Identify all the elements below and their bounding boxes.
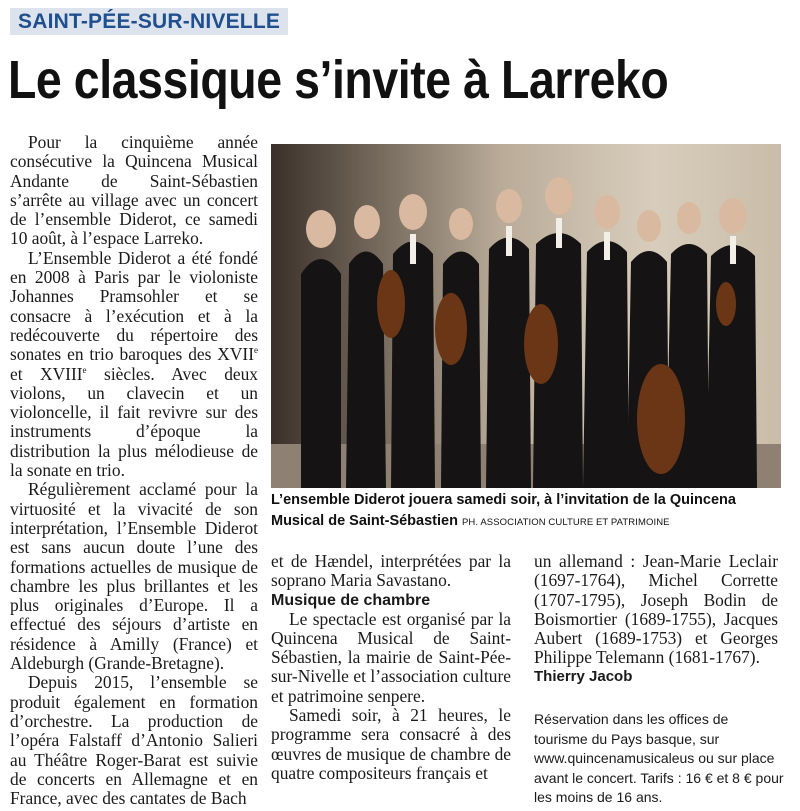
column-3: [534, 552, 778, 686]
photo-credit: PH. ASSOCIATION CULTURE ET PATRIMOINE: [461, 517, 670, 528]
paragraph-text: L’Ensemble Diderot a été fondé en 2008 à Paris par le violoniste Johannes Pramsohler et se consacre à l’exécution et à la redécouverte du répertoire des sonates en trio baroques des XVII: [10, 247, 258, 365]
column-1: [10, 133, 258, 808]
paragraph: Samedi soir, à 21 heures, le programme sera consacré à des œuvres de musique de chambre de quatre compositeurs français et: [271, 705, 512, 783]
superscript: e: [254, 345, 258, 356]
paragraph-text: et XVIII: [10, 363, 83, 384]
paragraph-text: siècles. Avec deux violons, un clavecin et un violoncelle, il fait revivre sur des instruments d’époque la distribution la plus mélodieuse de la sonate en trio.: [10, 363, 258, 481]
paragraph: [10, 249, 258, 481]
section-kicker: SAINT-PÉE-SUR-NIVELLE: [10, 8, 288, 35]
paragraph: Le spectacle est organisé par la Quincena Musical de Saint-Sébastien, la mairie de Saint-Pée-sur-Nivelle et l’association culture et patrimoine senpere.: [271, 608, 511, 706]
paragraph: Depuis 2015, l’ensemble se produit également en formation d’orchestre. La production de l’opéra Falstaff d’Antonio Salieri au Théâtre Roger-Barat est suivie de concerts en Allemagne et en France, avec des cantates de Bach: [10, 672, 258, 809]
paragraph: Pour la cinquième année consécutive la Quincena Musical Andante de Saint-Sébastien s’arrête au village avec un concert de l’ensemble Diderot, ce samedi 10 août, à l’espace Larreko.: [10, 132, 258, 249]
paragraph: Régulièrement acclamé pour la virtuosité et la vivacité de son interprétation, l’Ensemble Diderot est sans aucun doute l’une des formations actuelles de musique de chambre les plus brillantes et les plus originales d’Europe. Il a effectué des séjours d’artiste en résidence à Amilly (France) et Aldeburgh (Grande-Bretagne).: [10, 479, 258, 674]
author-signature: Thierry Jacob: [534, 667, 633, 685]
ensemble-photo: [271, 144, 781, 488]
column-2: [271, 552, 511, 783]
headline: Le classique s’invite à Larreko: [8, 50, 669, 110]
superscript: e: [82, 364, 87, 375]
paragraph: un allemand : Jean-Marie Leclair (1697-1764), Michel Corrette (1707-1795), Joseph Bodin de Boismortier (1689-1755), Jacques Aubert (1689-1753) et Georges Philippe Telemann (1681-1767).: [534, 551, 778, 668]
paragraph: et de Hændel, interprétées par la soprano Maria Savastano.: [271, 551, 511, 591]
photo-caption: [271, 490, 791, 533]
reservation-info: Réservation dans les offices de tourisme du Pays basque, sur www.quincenamusicaleus ou sur place avant le concert. Tarifs : 16 € et 8 € pour les moins de 16 ans.: [534, 711, 784, 805]
subheading: Musique de chambre: [271, 591, 431, 609]
caption-text: L’ensemble Diderot jouera samedi soir, à l’invitation de la Quincena Musical de Saint-Sébastien: [271, 492, 736, 529]
